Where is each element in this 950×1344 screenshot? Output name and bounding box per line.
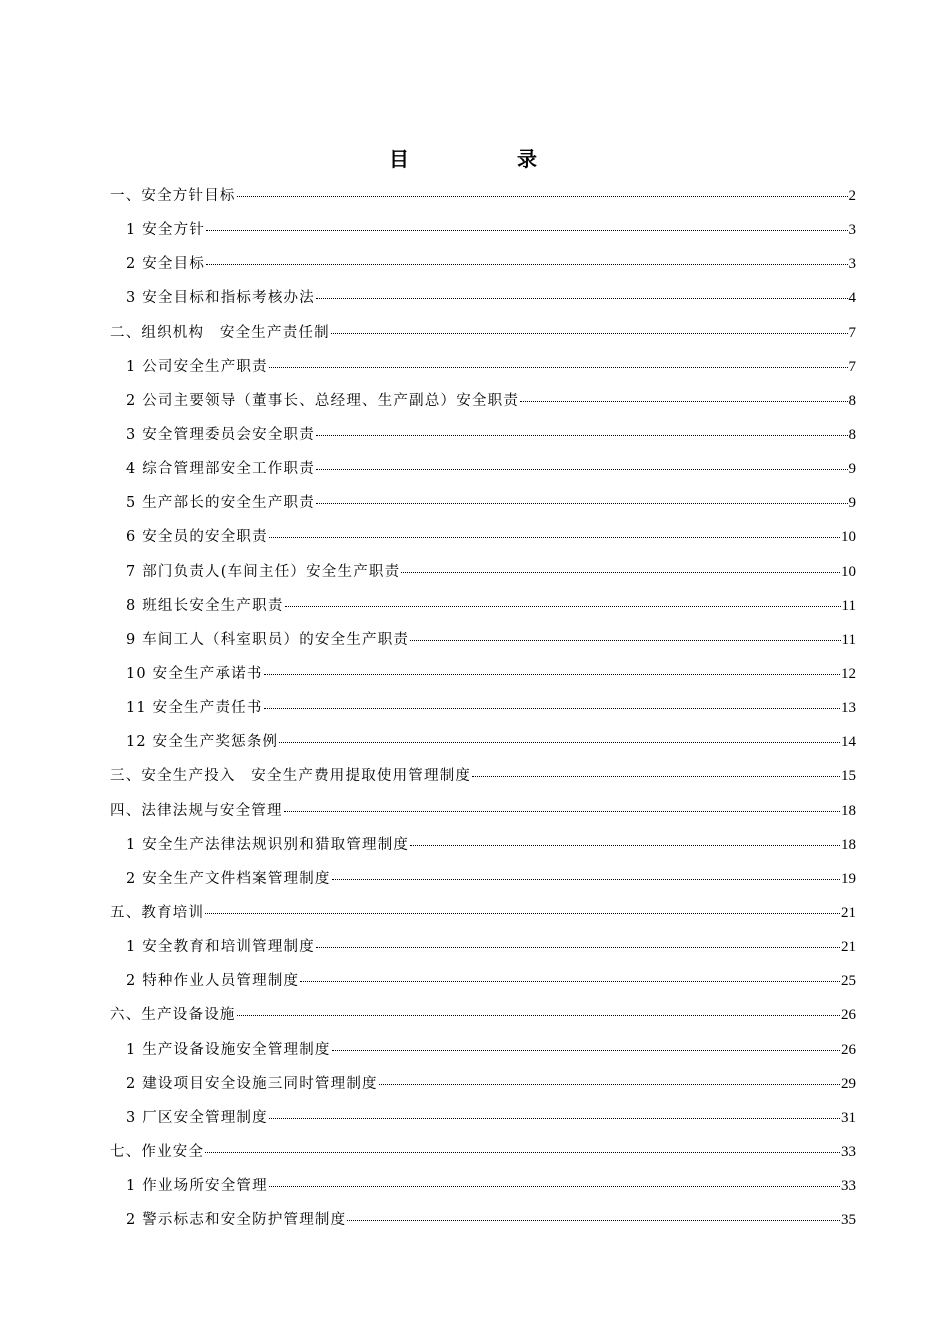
toc-dot-leader [206,264,847,265]
toc-page-number: 7 [848,358,856,375]
toc-dot-leader [410,640,840,641]
toc-entry-title: 2 建设项目安全设施三同时管理制度 [126,1075,378,1092]
toc-subsection-entry[interactable] [110,281,856,315]
toc-subsection-entry[interactable] [110,452,856,486]
toc-entry-title: 6 安全员的安全职责 [126,529,268,546]
toc-entry-title: 四、法律法规与安全管理 [110,802,283,819]
toc-subsection-entry[interactable] [110,384,856,418]
toc-page-number: 14 [841,734,856,751]
toc-subsection-entry[interactable] [110,555,856,589]
toc-page-number: 21 [841,939,856,956]
toc-page-number: 9 [848,461,856,478]
toc-dot-leader [316,435,848,436]
toc-entry-title: 三、安全生产投入 安全生产费用提取使用管理制度 [110,768,472,785]
toc-entry-title: 12 安全生产奖惩条例 [126,734,279,751]
toc-subsection-entry[interactable] [110,486,856,520]
toc-section-entry[interactable] [110,1135,856,1169]
toc-section-entry[interactable] [110,179,856,213]
toc-entry-title: 3 安全目标和指标考核办法 [126,290,315,307]
toc-entry-title: 3 安全管理委员会安全职责 [126,426,315,443]
toc-section-entry[interactable] [110,998,856,1032]
toc-page-number: 15 [841,768,856,785]
toc-page-number: 21 [841,904,856,921]
toc-subsection-entry[interactable] [110,350,856,384]
toc-page-number: 33 [841,1143,856,1160]
toc-subsection-entry[interactable] [110,213,856,247]
toc-entry-title: 六、生产设备设施 [110,1007,236,1024]
toc-page-number: 29 [841,1075,856,1092]
toc-entry-title: 3 厂区安全管理制度 [126,1109,268,1126]
toc-subsection-entry[interactable] [110,1203,856,1237]
toc-entry-title: 五、教育培训 [110,904,205,921]
toc-dot-leader [264,674,840,675]
toc-dot-leader [269,1118,840,1119]
toc-page-number: 33 [841,1178,856,1195]
toc-page-number: 3 [848,222,856,239]
toc-page-number: 7 [848,324,856,341]
toc-dot-leader [205,913,840,914]
toc-entry-title: 7 部门负责人(车间主任）安全生产职责 [126,563,401,580]
toc-entry-title: 1 安全生产法律法规识别和猎取管理制度 [126,836,410,853]
toc-page-number: 25 [841,973,856,990]
toc-subsection-entry[interactable] [110,657,856,691]
toc-page-number: 4 [848,290,856,307]
toc-entry-title: 1 公司安全生产职责 [126,358,268,375]
toc-subsection-entry[interactable] [110,691,856,725]
toc-page-number: 12 [841,665,856,682]
toc-page-number: 11 [841,631,856,648]
toc-entry-title: 2 公司主要领导（董事长、总经理、生产副总）安全职责 [126,392,520,409]
toc-entry-title: 2 特种作业人员管理制度 [126,973,300,990]
toc-page-number: 19 [841,870,856,887]
toc-page-number: 18 [841,836,856,853]
toc-entry-title: 二、组织机构 安全生产责任制 [110,324,330,341]
toc-subsection-entry[interactable] [110,247,856,281]
toc-subsection-entry[interactable] [110,520,856,554]
toc-dot-leader [284,811,840,812]
toc-entry-title: 10 安全生产承诺书 [126,665,263,682]
toc-page-number: 10 [841,563,856,580]
toc-subsection-entry[interactable] [110,623,856,657]
toc-dot-leader [472,776,840,777]
toc-dot-leader [316,469,848,470]
toc-entry-title: 2 安全目标 [126,256,206,273]
toc-dot-leader [264,708,840,709]
toc-title: 目 录 [389,147,581,171]
toc-dot-leader [347,1220,840,1221]
toc-subsection-entry[interactable] [110,1033,856,1067]
toc-page-number: 8 [848,426,856,443]
toc-dot-leader [379,1084,840,1085]
toc-dot-leader [316,503,848,504]
toc-entry-title: 1 生产设备设施安全管理制度 [126,1041,331,1058]
toc-subsection-entry[interactable] [110,964,856,998]
toc-subsection-entry[interactable] [110,930,856,964]
toc-page-number: 18 [841,802,856,819]
toc-dot-leader [237,196,848,197]
toc-dot-leader [205,1152,840,1153]
toc-dot-leader [285,606,841,607]
toc-entry-title: 1 安全方针 [126,222,206,239]
toc-dot-leader [401,572,840,573]
toc-entry-title: 11 安全生产责任书 [126,700,263,717]
toc-entry-title: 一、安全方针目标 [110,188,236,204]
toc-page-number: 10 [841,529,856,546]
toc-page-number: 31 [841,1109,856,1126]
toc-dot-leader [410,845,840,846]
toc-subsection-entry[interactable] [110,1067,856,1101]
toc-subsection-entry[interactable] [110,1101,856,1135]
toc-entry-title: 2 安全生产文件档案管理制度 [126,870,331,887]
toc-page-number: 26 [841,1041,856,1058]
toc-dot-leader [269,537,840,538]
toc-subsection-entry[interactable] [110,589,856,623]
toc-page-number: 8 [848,392,856,409]
toc-page-number: 35 [841,1212,856,1229]
toc-entry-title: 9 车间工人（科室职员）的安全生产职责 [126,631,410,648]
toc-entry-title: 5 生产部长的安全生产职责 [126,495,315,512]
toc-dot-leader [269,367,848,368]
toc-dot-leader [300,981,840,982]
toc-entry-title: 1 作业场所安全管理 [126,1178,268,1195]
toc-section-entry[interactable] [110,316,856,350]
toc-entry-title: 七、作业安全 [110,1143,205,1160]
toc-subsection-entry[interactable] [110,1169,856,1203]
toc-dot-leader [332,879,840,880]
toc-dot-leader [206,230,847,231]
toc-subsection-entry[interactable] [110,862,856,896]
toc-subsection-entry[interactable] [110,725,856,759]
toc-entry-title: 2 警示标志和安全防护管理制度 [126,1212,347,1229]
toc-section-entry[interactable] [110,794,856,828]
toc-subsection-entry[interactable] [110,828,856,862]
toc-page-number: 11 [841,597,856,614]
toc-page-number: 26 [841,1007,856,1024]
toc-page-number: 3 [848,256,856,273]
toc-dot-leader [331,333,848,334]
toc-page-number: 2 [848,188,856,204]
toc-dot-leader [332,1050,840,1051]
toc-dot-leader [316,298,848,299]
toc-dot-leader [237,1015,840,1016]
toc-section-entry[interactable] [110,896,856,930]
toc-entry-title: 1 安全教育和培训管理制度 [126,939,315,956]
toc-dot-leader [520,401,847,402]
toc-dot-leader [279,742,840,743]
toc-dot-leader [269,1186,840,1187]
toc-list [110,179,856,1237]
toc-subsection-entry[interactable] [110,418,856,452]
toc-entry-title: 4 综合管理部安全工作职责 [126,461,315,478]
toc-dot-leader [316,947,840,948]
toc-entry-title: 8 班组长安全生产职责 [126,597,284,614]
toc-section-entry[interactable] [110,759,856,793]
toc-page-number: 9 [848,495,856,512]
toc-page-number: 13 [841,700,856,717]
